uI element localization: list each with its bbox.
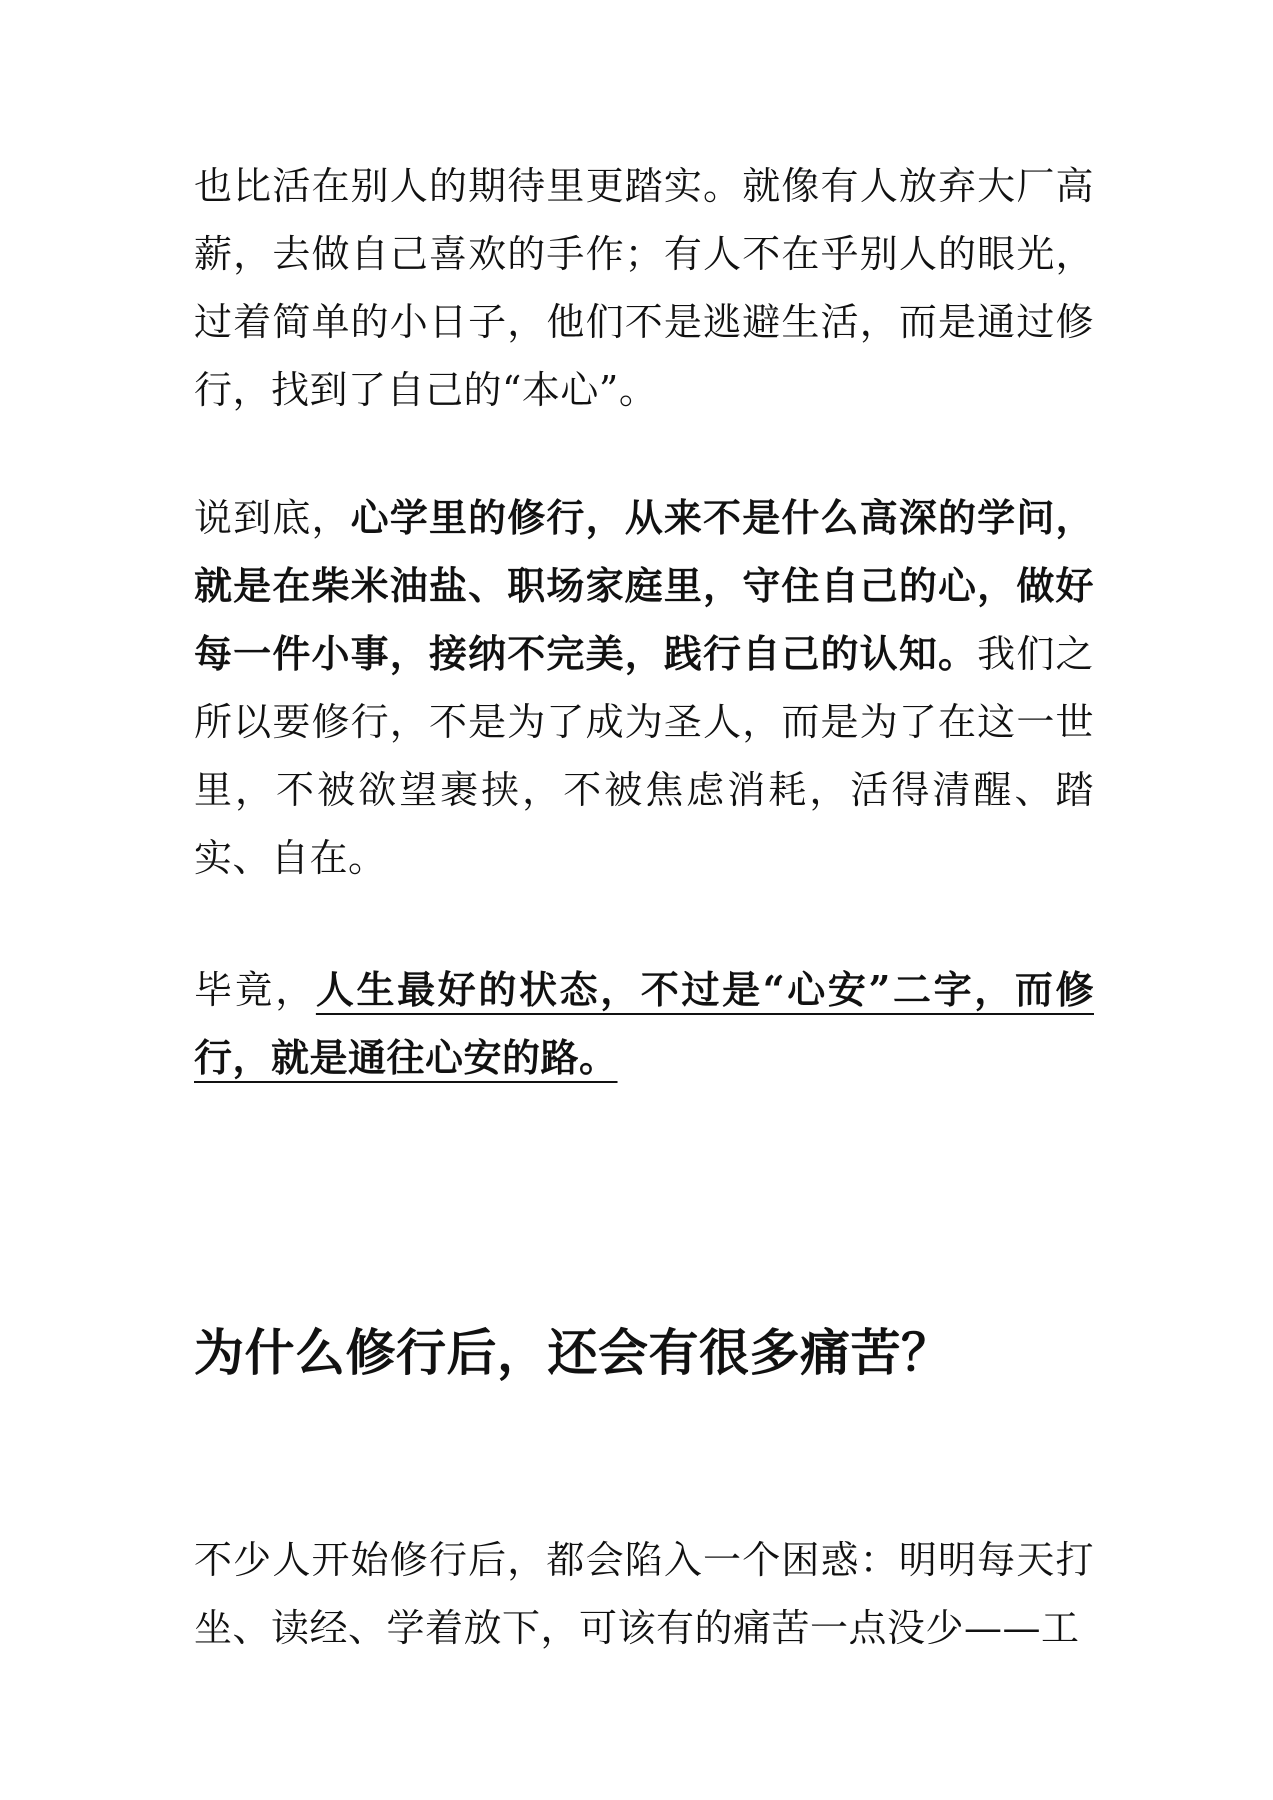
paragraph-text: 也比活在别人的期待里更踏实。就像有人放弃大厂高薪，去做自己喜欢的手作；有人不在乎别人的眼光，过着简单的小日子，他们不是逃避生活，而是通过修行，找到了自己的“本心”。 xyxy=(194,164,1094,412)
paragraph-rest: 我们之所以要修行，不是为了成为圣人，而是为了在这一世里，不被欲望裹挟，不被焦虑消耗，活得清醒、踏实、自在。 xyxy=(194,632,1094,880)
paragraph-intro: 毕竟， xyxy=(194,968,316,1012)
paragraph-text: 不少人开始修行后，都会陷入一个困惑：明明每天打坐、读经、学着放下，可该有的痛苦一点没少——工 xyxy=(194,1538,1094,1650)
section-heading: 为什么修行后，还会有很多痛苦？ xyxy=(194,1323,952,1382)
paragraph-practice-in-daily-life xyxy=(194,484,1094,892)
underlined-emphasis: 人生最好的状态，不过是“心安”二字，而修行，就是通往心安的路。 xyxy=(194,967,1094,1080)
paragraph-peace-of-mind xyxy=(194,956,1094,1092)
bold-emphasis: 心学里的修行，从来不是什么高深的学问，就是在柴米油盐、职场家庭里，守住自己的心，做好每一件小事，接纳不完美，践行自己的认知。 xyxy=(194,495,1094,676)
paragraph-confusion-after-practice xyxy=(194,1526,1094,1662)
paragraph-intro: 说到底， xyxy=(194,496,351,540)
paragraph-finding-true-self xyxy=(194,152,1094,424)
